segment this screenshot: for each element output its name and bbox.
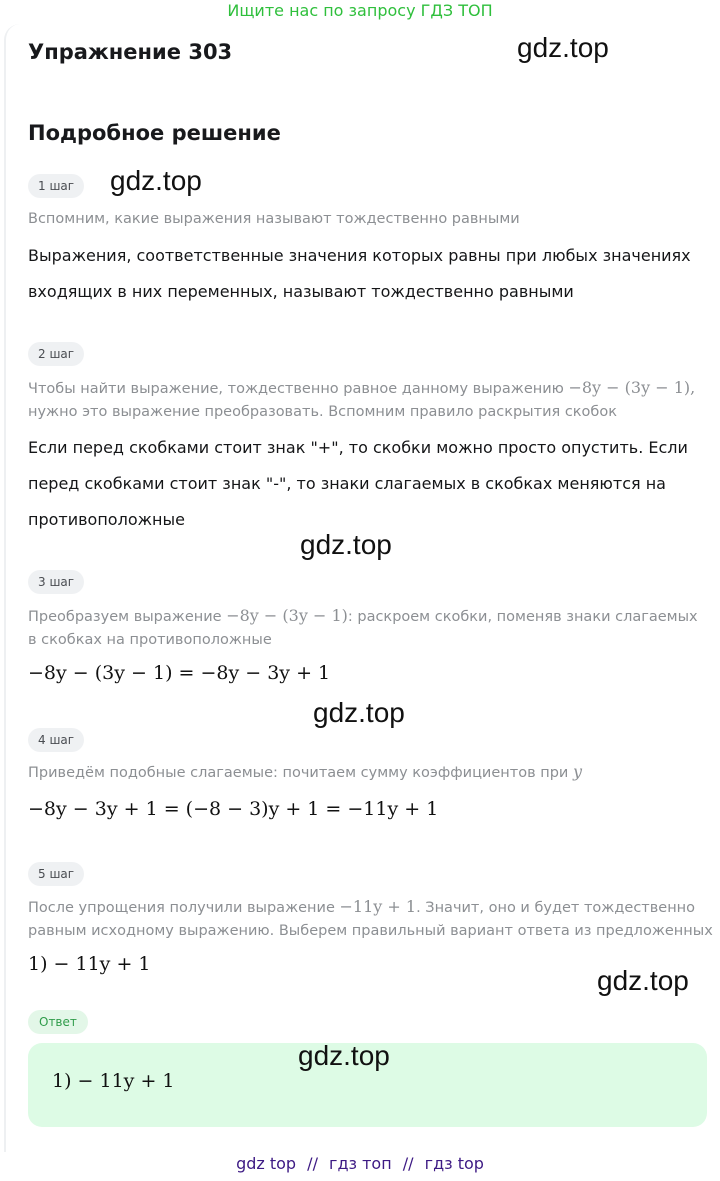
footer-separator: // bbox=[402, 1154, 414, 1173]
step-5-hint-line-2: равным исходному выражению. Выберем правильный вариант ответа из предложенных bbox=[28, 923, 713, 939]
step-5-hint-math: −11y + 1 bbox=[339, 897, 417, 916]
footer-links bbox=[0, 1154, 720, 1173]
step-5-hint-text: . Значит, оно и будет тождественно bbox=[416, 900, 696, 916]
step-2-text-line: Если перед скобками стоит знак "+", то скобки можно просто опустить. Если bbox=[28, 438, 688, 457]
step-4-formula: −8y − 3y + 1 = (−8 − 3)y + 1 = −11y + 1 bbox=[28, 798, 439, 820]
step-3-formula: −8y − (3y − 1) = −8y − 3y + 1 bbox=[28, 662, 331, 684]
answer-badge: Ответ bbox=[28, 1010, 88, 1034]
top-banner[interactable]: Ищите нас по запросу ГДЗ ТОП bbox=[227, 1, 493, 20]
footer-link[interactable]: gdz top bbox=[236, 1154, 297, 1173]
step-1-hint: Вспомним, какие выражения называют тождественно равными bbox=[28, 211, 520, 227]
step-3-hint-line-2: в скобках на противоположные bbox=[28, 632, 272, 648]
step-2-hint-text: Чтобы найти выражение, тождественно равное данному выражению bbox=[28, 381, 569, 397]
step-4-hint-text: Приведём подобные слагаемые: почитаем сумму коэффициентов при bbox=[28, 765, 573, 781]
footer-separator: // bbox=[307, 1154, 318, 1173]
step-3-hint-text: : раскроем скобки, поменяв знаки слагаемых bbox=[347, 609, 698, 625]
answer-formula: 1) − 11y + 1 bbox=[52, 1070, 175, 1092]
step-5-formula: 1) − 11y + 1 bbox=[28, 953, 151, 975]
step-1-text-line: Выражения, соответственные значения которых равны при любых значениях bbox=[28, 246, 691, 265]
step-2-hint bbox=[28, 376, 695, 401]
step-2-text-line: перед скобками стоит знак "-", то знаки слагаемых в скобках меняются на bbox=[28, 474, 666, 493]
watermark: gdz.top bbox=[300, 529, 392, 560]
step-5-hint bbox=[28, 895, 695, 920]
step-3-hint bbox=[28, 604, 698, 629]
watermark: gdz.top bbox=[517, 32, 609, 63]
step-3-badge: 3 шаг bbox=[28, 570, 84, 594]
step-4-hint-math: y bbox=[572, 762, 582, 781]
step-5-hint-text: После упрощения получили выражение bbox=[28, 900, 340, 916]
watermark: gdz.top bbox=[597, 965, 689, 996]
watermark: gdz.top bbox=[110, 165, 202, 196]
step-2-badge: 2 шаг bbox=[28, 342, 84, 366]
step-1-badge: 1 шаг bbox=[28, 174, 84, 198]
footer-link[interactable]: гдз топ bbox=[329, 1154, 392, 1173]
watermark: gdz.top bbox=[298, 1040, 390, 1071]
step-4-badge: 4 шаг bbox=[28, 728, 84, 752]
page-title: Упражнение 303 bbox=[28, 40, 233, 64]
section-title: Подробное решение bbox=[28, 121, 281, 145]
step-2-text-line: противоположные bbox=[28, 510, 185, 529]
step-2-hint-math: −8y − (3y − 1), bbox=[568, 378, 696, 397]
step-5-badge: 5 шаг bbox=[28, 862, 84, 886]
step-1-text-line: входящих в них переменных, называют тождественно равными bbox=[28, 282, 574, 301]
watermark: gdz.top bbox=[313, 697, 405, 728]
step-4-hint bbox=[28, 760, 582, 785]
step-3-hint-text: Преобразуем выражение bbox=[28, 609, 227, 625]
step-3-hint-math: −8y − (3y − 1) bbox=[226, 606, 348, 625]
step-2-hint-line-2: нужно это выражение преобразовать. Вспомним правило раскрытия скобок bbox=[28, 404, 617, 420]
footer-link[interactable]: гдз top bbox=[424, 1154, 484, 1173]
